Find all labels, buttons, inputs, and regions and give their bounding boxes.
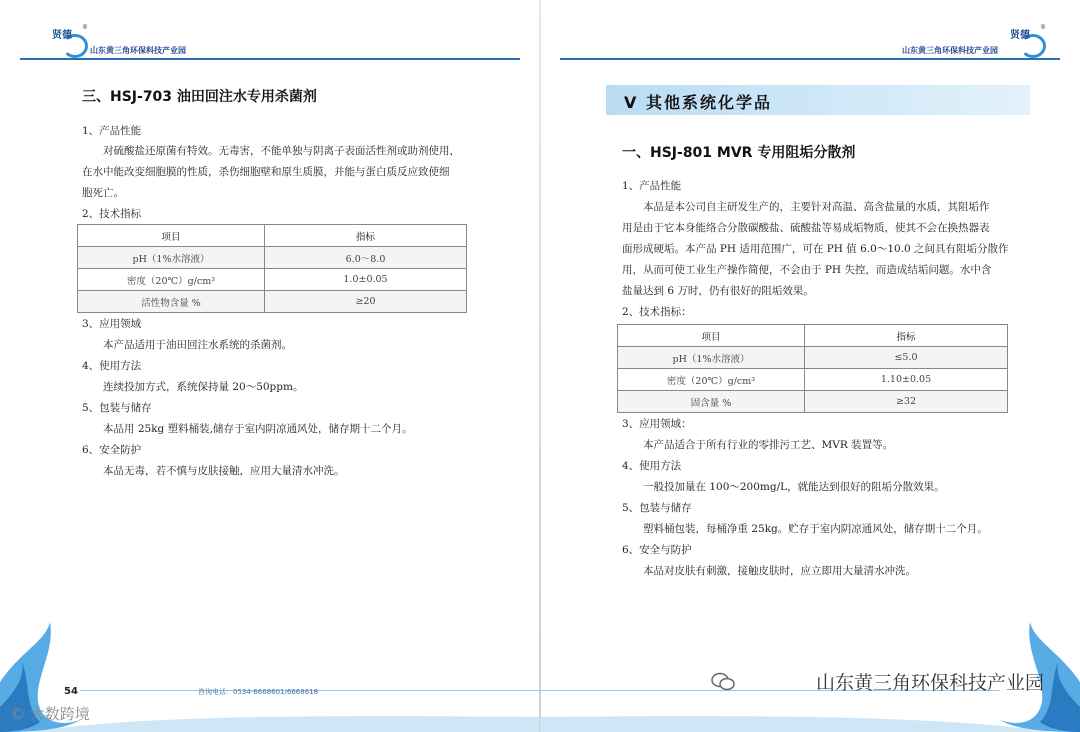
table-cell: 6.0～8.0 [265,247,467,269]
watermark-right: 山东黄三角环保科技产业园 [815,672,1044,694]
table-cell: pH（1%水溶液） [618,347,805,369]
table-row [78,247,467,269]
logo-text: 贤德 [52,30,72,41]
description-line: 盐量达到 6 万时，仍有很好的阻垢效果。 [622,285,814,297]
section-heading: 4、使用方法 [82,360,142,372]
logo-registered-mark: ® [82,24,88,31]
table-cell: 1.0±0.05 [265,269,467,291]
section-text: 本产品适合于所有行业的零排污工艺、MVR 装置等。 [643,439,894,451]
description-line: 本品是本公司自主研发生产的，主要针对高温、高含盐量的水质，其阻垢作 [643,201,990,213]
section-heading: 5、包装与储存 [82,402,152,414]
description-line: 用，从而可使工业生产操作简便，不会由于 PH 失控，而造成结垢问题。水中含 [622,264,992,276]
table-header-cell: 项目 [78,225,265,247]
section-heading: 2、技术指标： [622,306,692,318]
section-heading: 5、包装与储存 [622,502,692,514]
header-rule [20,58,520,60]
description-line: 胞死亡。 [82,187,124,199]
section-heading: 3、应用领域： [622,418,692,430]
table-header-row [78,225,467,247]
header-company-name: 山东黄三角环保科技产业园 [90,46,186,55]
description-line: 面形成硬垢。本产品 PH 适用范围广，可在 PH 值 6.0～10.0 之间具有阻垢分散作 [622,243,1009,255]
section-text: 本品无毒，若不慎与皮肤接触，应用大量清水冲洗。 [103,465,345,477]
logo-registered-mark: ® [1040,24,1046,31]
table-cell: 密度（20℃）g/cm³ [618,369,805,391]
table-cell: ≥20 [265,291,467,313]
page-header [0,24,540,58]
section-heading: 4、使用方法 [622,460,682,472]
section-heading: 1、产品性能 [82,125,142,137]
section-heading: 1、产品性能 [622,180,682,192]
company-logo [52,26,92,60]
contact-phone: 咨询电话：0534-6668601/6668618 [198,688,319,696]
header-company-name: 山东黄三角环保科技产业园 [902,46,998,55]
table-cell: 1.10±0.05 [805,369,1008,391]
chapter-title: V 其他系统化学品 [624,93,772,112]
section-text: 塑料桶包装，每桶净重 25kg。贮存于室内阴凉通风处，储存期十二个月。 [643,523,988,535]
section-heading: 2、技术指标 [82,208,142,220]
description-line: 用是由于它本身能络合分散碳酸盐、硫酸盐等易成垢物质，使其不会在换热器表 [622,222,990,234]
section-text: 连续投加方式，系统保持量 20～50ppm。 [103,381,304,393]
page-number: 54 [64,686,78,697]
table-row [618,369,1008,391]
company-logo [1010,26,1050,60]
table-header-row [618,325,1008,347]
watermark-left: © 大数跨境 [10,705,90,723]
section-text: 一般投加量在 100～200mg/L，就能达到很好的阻垢分散效果。 [643,481,945,493]
section-text: 本品对皮肤有刺激，接触皮肤时，应立即用大量清水冲洗。 [643,565,916,577]
table-row [618,347,1008,369]
wechat-icon [711,672,735,692]
product-title: 一、HSJ-801 MVR 专用阻垢分散剂 [622,145,856,161]
table-cell: ≤5.0 [805,347,1008,369]
table-row [78,291,467,313]
table-cell: 密度（20℃）g/cm³ [78,269,265,291]
description-line: 在水中能改变细胞膜的性质，杀伤细胞壁和原生质膜，并能与蛋白质反应致使细 [82,166,450,178]
right-page [540,0,1080,732]
table-row [78,269,467,291]
table-header-cell: 指标 [265,225,467,247]
section-text: 本产品适用于油田回注水系统的杀菌剂。 [103,339,292,351]
spec-table [617,324,1008,413]
product-description [82,141,482,204]
table-cell: 活性物含量 % [78,291,265,313]
logo-text: 贤德 [1010,30,1030,41]
table-cell: ≥32 [805,391,1008,413]
section-text: 本品用 25kg 塑料桶装,储存于室内阴凉通风处，储存期十二个月。 [103,423,413,435]
section-heading: 6、安全防护 [82,444,142,456]
section-heading: 3、应用领域 [82,318,142,330]
header-rule [560,58,1060,60]
description-line: 对硫酸盐还原菌有特效。无毒害，不能单独与阴离子表面活性剂或助剂使用， [103,145,460,157]
section-heading: 6、安全与防护 [622,544,692,556]
table-header-cell: 项目 [618,325,805,347]
table-cell: 固含量 % [618,391,805,413]
table-header-cell: 指标 [805,325,1008,347]
spec-table [77,224,467,313]
table-cell: pH（1%水溶液） [78,247,265,269]
product-description [622,197,1042,302]
page-header [540,24,1080,58]
product-title: 三、HSJ-703 油田回注水专用杀菌剂 [82,89,317,105]
table-row [618,391,1008,413]
